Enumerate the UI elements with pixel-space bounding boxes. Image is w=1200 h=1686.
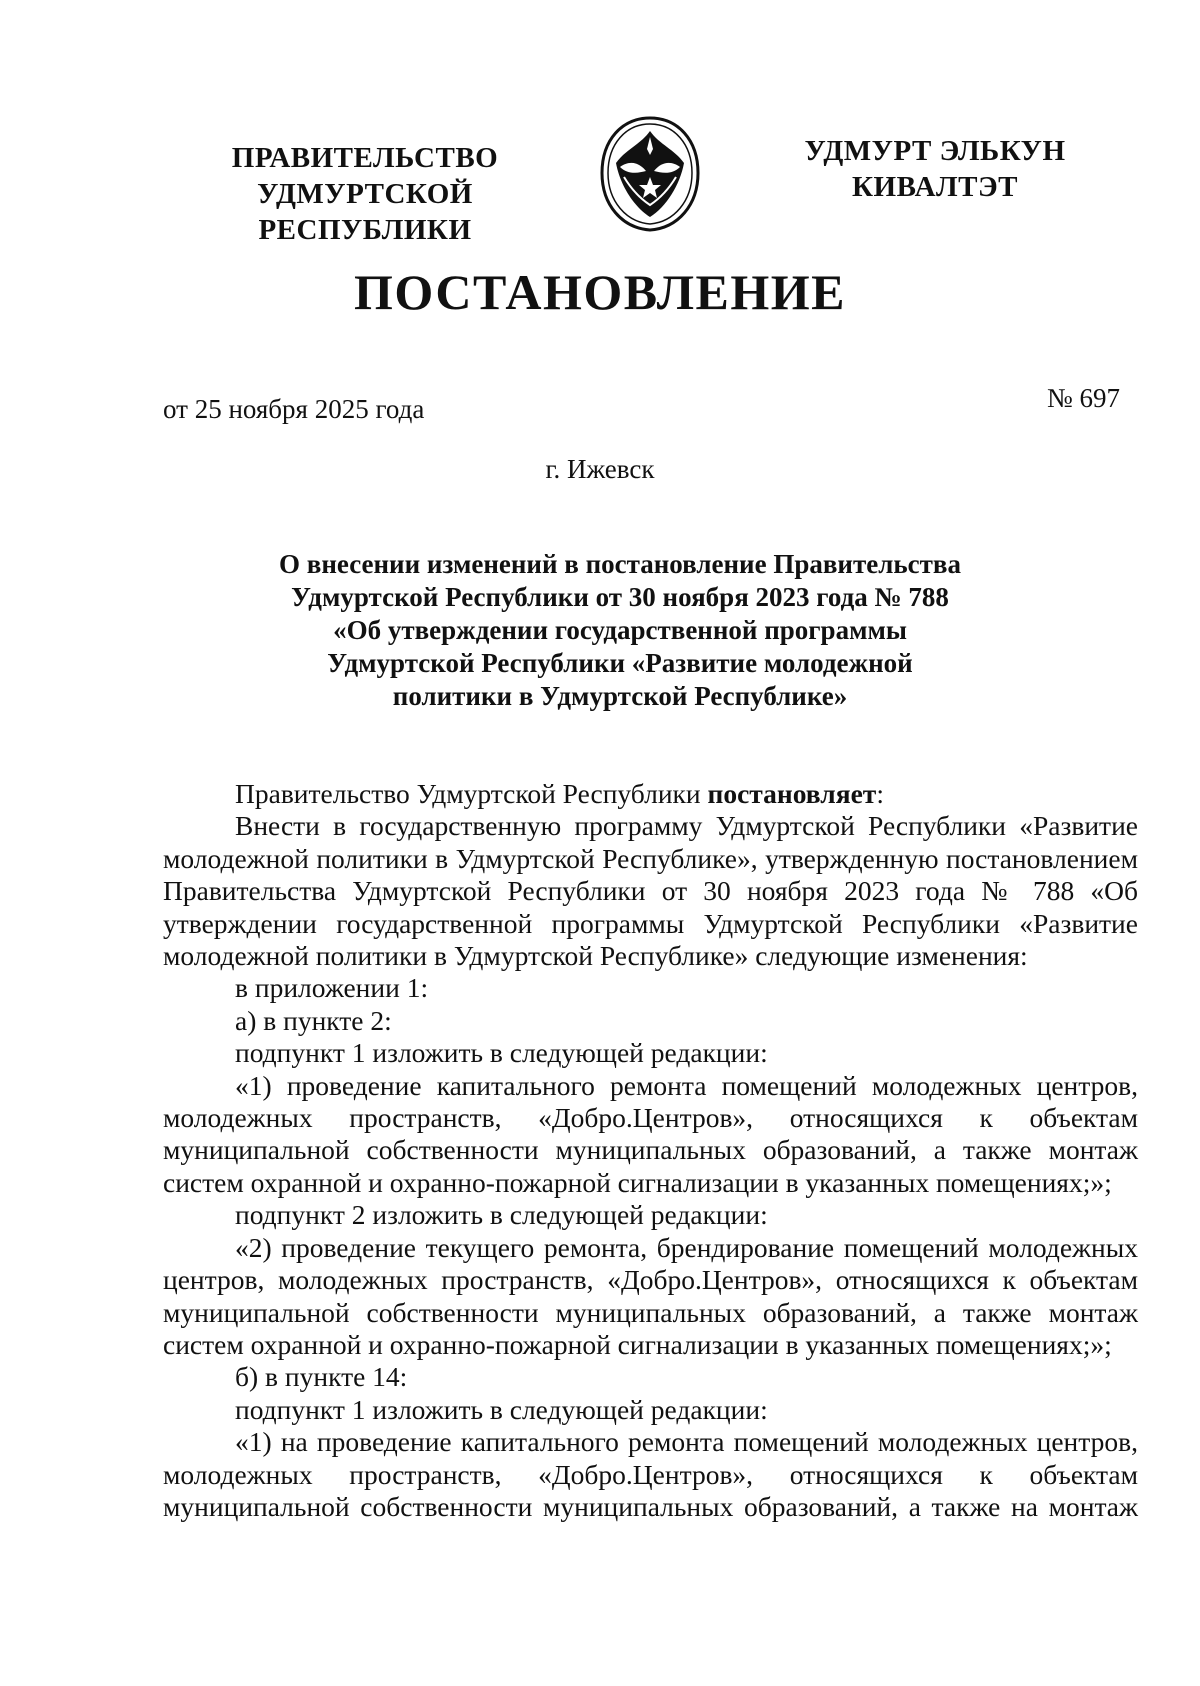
document-city: г. Ижевск: [545, 454, 655, 484]
body-paragraph: подпункт 2 изложить в следующей редакции:: [235, 1199, 768, 1231]
document-date: от 25 ноября 2025 года: [163, 394, 425, 424]
title-line: О внесении изменений в постановление Правительства: [279, 549, 961, 579]
udmurt-coat-of-arms-icon: [598, 115, 702, 233]
document-title: [240, 548, 1000, 713]
body-paragraph: «1) проведение капитального ремонта помещений молодежных центров, молодежных пространств, «Добро.Центров», относящихся к объектам муниципальной собственности муниципальных образований, а также монтаж систем охранной и охранно-пожарной сигнализации в указанных помещениях;»;: [163, 1069, 1138, 1198]
document-body: [163, 778, 1138, 1523]
header-left-authority: [150, 140, 580, 248]
body-paragraph: б) в пункте 14:: [235, 1361, 408, 1393]
title-line: политики в Удмуртской Республике»: [392, 681, 848, 711]
title-line: «Об утверждении государственной программы: [333, 615, 907, 645]
preamble-text: Правительство Удмуртской Республики: [235, 778, 708, 809]
body-paragraph: подпункт 1 изложить в следующей редакции:: [235, 1393, 768, 1425]
body-paragraph: Внести в государственную программу Удмуртской Республики «Развитие молодежной политики в Удмуртской Республике», утвержденную постановлением Правительства Удмуртской Республики от 30 ноября 2023 года № 788 «Об утверждении государственной программы Удмуртской Республики «Развитие молодежной политики в Удмуртской Республике» следующие изменения:: [163, 810, 1138, 972]
preamble-paragraph: [163, 778, 1138, 810]
preamble-colon: :: [876, 778, 884, 809]
body-paragraph: «1) на проведение капитального ремонта помещений молодежных центров, молодежных пространств, «Добро.Центров», относящихся к объектам муниципальной собственности муниципальных образований, а также на монтаж: [163, 1426, 1138, 1522]
header-left-line1: ПРАВИТЕЛЬСТВО: [231, 142, 499, 174]
body-paragraph: подпункт 1 изложить в следующей редакции:: [235, 1037, 768, 1069]
header-right-authority: [785, 133, 1085, 205]
title-line: Удмуртской Республики от 30 ноября 2023 года № 788: [291, 582, 949, 612]
header-right-line1: УДМУРТ ЭЛЬКУН: [804, 135, 1066, 167]
body-paragraph: а) в пункте 2:: [235, 1004, 392, 1036]
preamble-verb: постановляет: [707, 778, 877, 809]
header-right-line2: КИВАЛТЭТ: [851, 171, 1018, 203]
header-left-line2: УДМУРТСКОЙ РЕСПУБЛИКИ: [257, 178, 473, 246]
title-line: Удмуртской Республики «Развитие молодежной: [327, 648, 913, 678]
body-paragraph: в приложении 1:: [235, 972, 429, 1004]
document-type: ПОСТАНОВЛЕНИЕ: [354, 264, 846, 320]
body-paragraph: «2) проведение текущего ремонта, брендирование помещений молодежных центров, молодежных пространств, «Добро.Центров», относящихся к объектам муниципальной собственности муниципальных образований, а также монтаж систем охранной и охранно-пожарной сигнализации в указанных помещениях;»;: [163, 1231, 1138, 1360]
document-number: № 697: [1046, 383, 1120, 413]
